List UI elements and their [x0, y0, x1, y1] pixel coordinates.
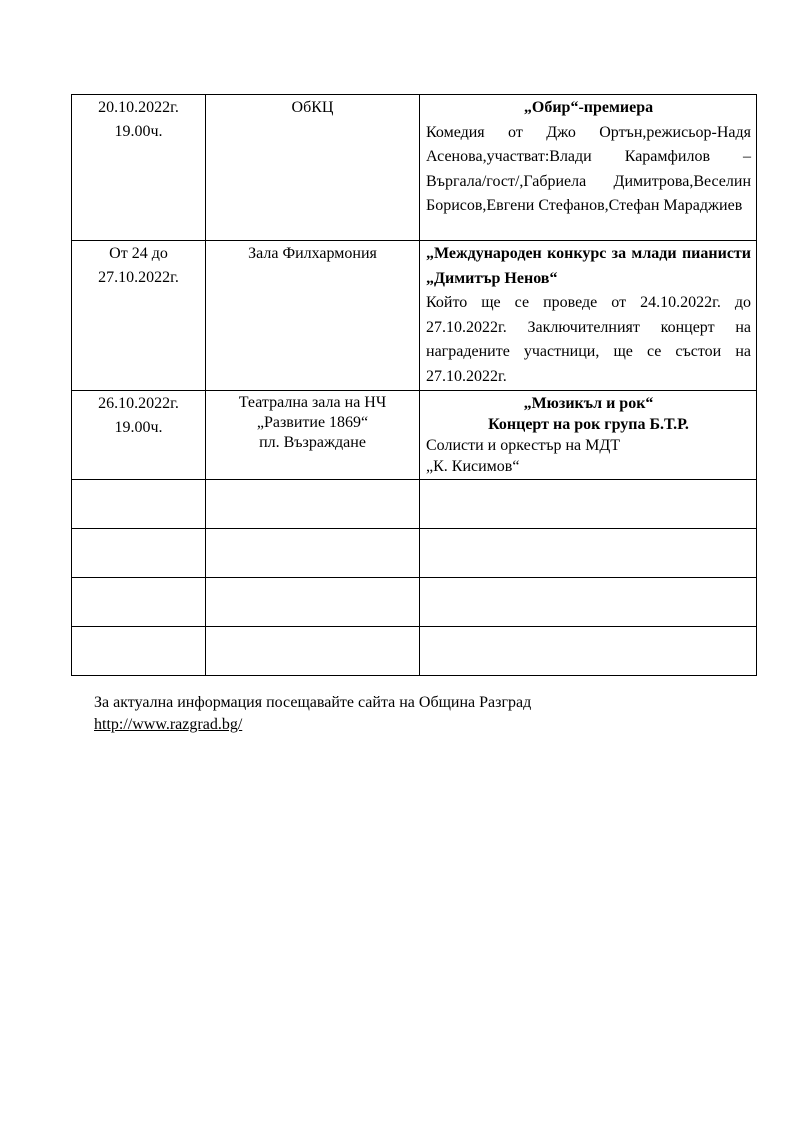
footer-text: За актуална информация посещавайте сайта на Община Разград	[94, 694, 532, 711]
empty-cell	[420, 578, 757, 627]
empty-row	[72, 627, 757, 676]
empty-cell	[206, 627, 420, 676]
events-table	[71, 94, 757, 676]
table-row	[72, 241, 757, 391]
empty-cell	[72, 480, 206, 529]
event-date: От 24 до	[109, 245, 168, 262]
empty-row	[72, 480, 757, 529]
table-row	[72, 391, 757, 480]
empty-row	[72, 529, 757, 578]
event-venue: Театрална зала на НЧ	[238, 394, 387, 411]
event-description: Солисти и оркестър на МДТ	[426, 437, 621, 454]
event-title: „Международен конкурс за млади пианисти „Димитър Ненов“	[426, 245, 751, 287]
empty-cell	[206, 480, 420, 529]
description-cell	[420, 241, 757, 391]
event-time: 19.00ч.	[114, 123, 163, 140]
event-venue-address: пл. Възраждане	[259, 434, 366, 451]
event-description: Който ще се проведе от 24.10.2022г. до 27.10.2022г. Заключителният концерт на наградените участници, ще се състои на 27.10.2022г.	[426, 294, 751, 385]
date-cell	[72, 391, 206, 480]
event-subtitle: Концерт на рок група Б.Т.Р.	[488, 416, 689, 433]
event-venue: ОбКЦ	[291, 99, 334, 116]
table-row	[72, 95, 757, 241]
empty-cell	[72, 578, 206, 627]
venue-cell	[206, 391, 420, 480]
event-venue-name: „Развитие 1869“	[256, 414, 369, 431]
description-cell	[420, 95, 757, 241]
event-date: 26.10.2022г.	[98, 395, 179, 412]
empty-row	[72, 578, 757, 627]
date-cell	[72, 95, 206, 241]
website-link[interactable]: http://www.razgrad.bg/	[94, 716, 243, 733]
event-description-cont: „К. Кисимов“	[426, 458, 520, 475]
date-cell	[72, 241, 206, 391]
venue-cell	[206, 95, 420, 241]
event-title: „Обир“-премиера	[523, 99, 654, 116]
event-date-end: 27.10.2022г.	[98, 269, 179, 286]
venue-cell	[206, 241, 420, 391]
event-date: 20.10.2022г.	[98, 99, 179, 116]
empty-cell	[206, 578, 420, 627]
empty-cell	[420, 627, 757, 676]
footer-note	[94, 692, 531, 736]
event-description: Комедия от Джо Ортън,режисьор-Надя Асенова,участват:Влади Карамфилов – Въргала/гост/,Габриела Димитрова,Веселин Борисов,Евгени Стефанов,Стефан Мараджиев	[426, 123, 751, 214]
empty-cell	[420, 529, 757, 578]
event-title: „Мюзикъл и рок“	[523, 395, 654, 412]
description-cell	[420, 391, 757, 480]
empty-cell	[72, 529, 206, 578]
empty-cell	[420, 480, 757, 529]
empty-cell	[206, 529, 420, 578]
empty-cell	[72, 627, 206, 676]
event-time: 19.00ч.	[114, 419, 163, 436]
event-venue: Зала Филхармония	[248, 245, 377, 262]
